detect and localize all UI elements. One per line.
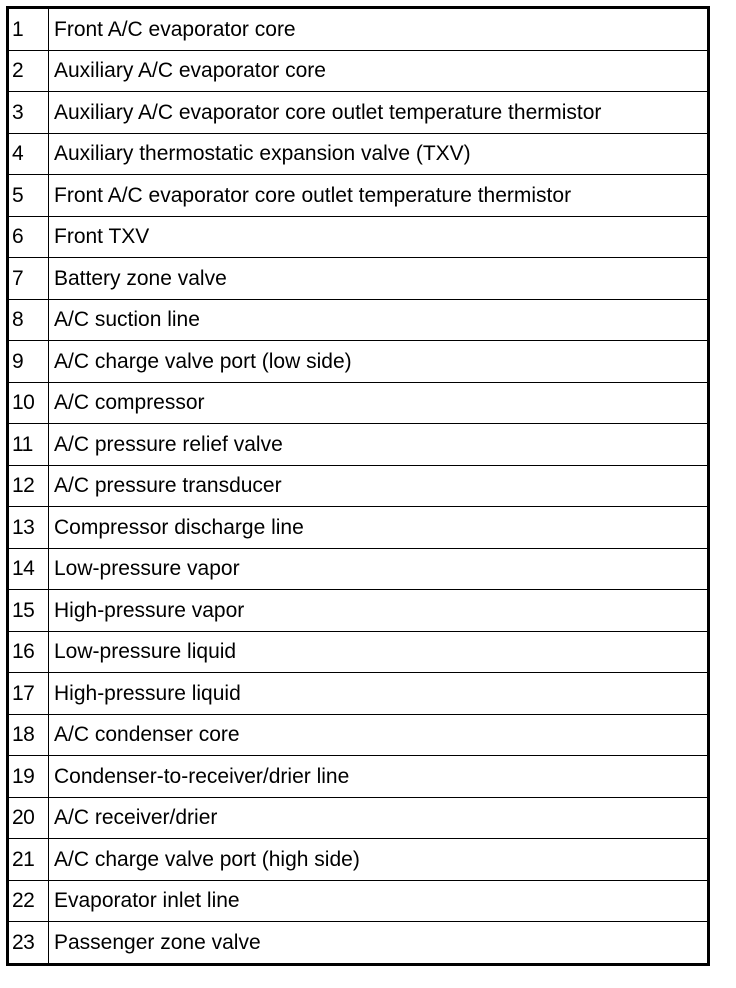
legend-item-number: 2	[8, 50, 49, 92]
legend-item-description: Passenger zone valve	[49, 922, 709, 965]
legend-row	[8, 548, 709, 590]
legend-item-number: 5	[8, 175, 49, 217]
legend-row	[8, 631, 709, 673]
legend-item-description: Condenser-to-receiver/drier line	[49, 756, 709, 798]
legend-item-number: 10	[8, 382, 49, 424]
legend-item-description: Battery zone valve	[49, 258, 709, 300]
legend-item-description: A/C suction line	[49, 299, 709, 341]
legend-row	[8, 756, 709, 798]
legend-row	[8, 797, 709, 839]
legend-row	[8, 839, 709, 881]
legend-item-number: 22	[8, 880, 49, 922]
legend-row	[8, 880, 709, 922]
legend-row	[8, 299, 709, 341]
legend-item-number: 12	[8, 465, 49, 507]
legend-row	[8, 50, 709, 92]
legend-item-description: Auxiliary A/C evaporator core outlet temperature thermistor	[49, 92, 709, 134]
legend-item-number: 4	[8, 133, 49, 175]
legend-item-description: Auxiliary thermostatic expansion valve (TXV)	[49, 133, 709, 175]
legend-row	[8, 341, 709, 383]
legend-row	[8, 424, 709, 466]
legend-item-number: 16	[8, 631, 49, 673]
legend-item-description: Auxiliary A/C evaporator core	[49, 50, 709, 92]
legend-item-number: 13	[8, 507, 49, 549]
legend-item-description: Compressor discharge line	[49, 507, 709, 549]
legend-item-number: 3	[8, 92, 49, 134]
legend-item-number: 15	[8, 590, 49, 632]
legend-row	[8, 175, 709, 217]
legend-item-description: A/C charge valve port (high side)	[49, 839, 709, 881]
legend-item-number: 14	[8, 548, 49, 590]
legend-item-number: 11	[8, 424, 49, 466]
legend-item-number: 7	[8, 258, 49, 300]
legend-row	[8, 133, 709, 175]
legend-item-description: Front TXV	[49, 216, 709, 258]
legend-row	[8, 258, 709, 300]
legend-item-description: A/C pressure transducer	[49, 465, 709, 507]
legend-item-number: 6	[8, 216, 49, 258]
legend-row	[8, 590, 709, 632]
legend-item-description: A/C charge valve port (low side)	[49, 341, 709, 383]
legend-row	[8, 673, 709, 715]
legend-item-description: A/C condenser core	[49, 714, 709, 756]
legend-row	[8, 465, 709, 507]
legend-row	[8, 922, 709, 965]
legend-row	[8, 714, 709, 756]
legend-row	[8, 216, 709, 258]
legend-row	[8, 382, 709, 424]
legend-item-description: A/C compressor	[49, 382, 709, 424]
legend-item-number: 18	[8, 714, 49, 756]
legend-item-number: 9	[8, 341, 49, 383]
legend-item-number: 17	[8, 673, 49, 715]
legend-item-description: Front A/C evaporator core outlet temperature thermistor	[49, 175, 709, 217]
legend-item-number: 19	[8, 756, 49, 798]
legend-item-description: A/C pressure relief valve	[49, 424, 709, 466]
legend-item-description: Low-pressure liquid	[49, 631, 709, 673]
legend-row	[8, 92, 709, 134]
legend-item-number: 21	[8, 839, 49, 881]
legend-row	[8, 8, 709, 51]
legend-item-number: 20	[8, 797, 49, 839]
legend-item-description: Low-pressure vapor	[49, 548, 709, 590]
legend-item-number: 1	[8, 8, 49, 51]
legend-item-number: 23	[8, 922, 49, 965]
legend-row	[8, 507, 709, 549]
legend-item-description: High-pressure vapor	[49, 590, 709, 632]
component-legend-table	[6, 6, 710, 966]
legend-item-description: A/C receiver/drier	[49, 797, 709, 839]
legend-item-description: Evaporator inlet line	[49, 880, 709, 922]
legend-body	[8, 8, 709, 965]
legend-item-description: Front A/C evaporator core	[49, 8, 709, 51]
legend-item-number: 8	[8, 299, 49, 341]
legend-item-description: High-pressure liquid	[49, 673, 709, 715]
